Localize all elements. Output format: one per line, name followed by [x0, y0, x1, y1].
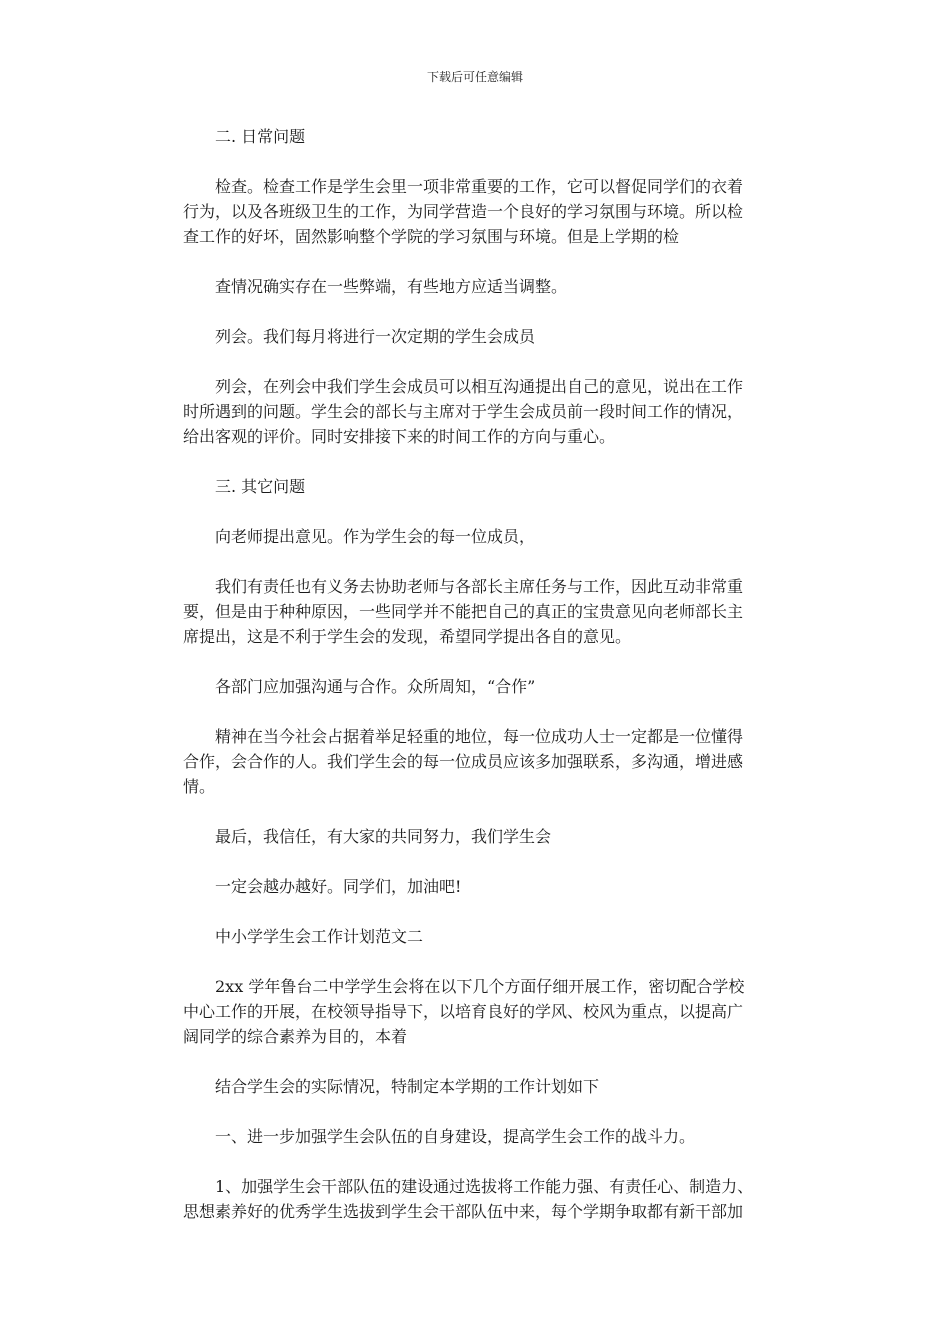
text-line: 阔同学的综合素养为目的，本着 [183, 1027, 408, 1046]
section-heading-sample-two [183, 924, 775, 949]
text-line: 二. 日常问题 [215, 127, 306, 146]
text-line: 席提出，这是不利于学生会的发现，希望同学提出各自的意见。 [183, 627, 632, 646]
text-line: 情。 [183, 777, 216, 796]
paragraph-inspection [183, 174, 775, 249]
text-line: 检查。检查工作是学生会里一项非常重要的工作，它可以督促同学们的衣着 [215, 177, 744, 196]
text-line: 1、加强学生会干部队伍的建设通过选拔将工作能力强、有责任心、制造力、 [215, 1177, 754, 1196]
paragraph-responsibility [183, 574, 775, 649]
paragraph-intro-plan [183, 974, 775, 1049]
paragraph-item-one [183, 1174, 775, 1224]
text-line: 查工作的好坏，固然影响整个学院的学习氛围与环境。但是上学期的检 [183, 227, 680, 246]
page-header: 下载后可任意编辑 [426, 70, 523, 84]
paragraph-inspection-continued [183, 274, 775, 299]
paragraph-cooperation [183, 674, 775, 699]
document-body [183, 124, 775, 1249]
text-line: 查情况确实存在一些弊端，有些地方应适当调整。 [215, 277, 568, 296]
text-line: 结合学生会的实际情况，特制定本学期的工作计划如下 [215, 1077, 600, 1096]
text-line: 一、进一步加强学生会队伍的自身建设，提高学生会工作的战斗力。 [215, 1127, 696, 1146]
paragraph-meeting-details [183, 374, 775, 449]
text-line: 列会。我们每月将进行一次定期的学生会成员 [215, 327, 536, 346]
text-line: 一定会越办越好。同学们，加油吧! [215, 877, 462, 896]
paragraph-encouragement [183, 874, 775, 899]
text-line: 给出客观的评价。同时安排接下来的时间工作的方向与重心。 [183, 427, 616, 446]
text-line: 我们有责任也有义务去协助老师与各部长主席任务与工作，因此互动非常重 [215, 577, 744, 596]
text-line: 最后，我信任，有大家的共同努力，我们学生会 [215, 827, 552, 846]
paragraph-meeting [183, 324, 775, 349]
paragraph-suggestions [183, 524, 775, 549]
paragraph-finally [183, 824, 775, 849]
paragraph-cooperation-spirit [183, 724, 775, 799]
paragraph-plan-lead [183, 1074, 775, 1099]
section-heading-one [183, 1124, 775, 1149]
text-line: 各部门应加强沟通与合作。众所周知，“合作” [215, 677, 536, 696]
text-line: 向老师提出意见。作为学生会的每一位成员， [215, 527, 536, 546]
text-line: 合作，会合作的人。我们学生会的每一位成员应该多加强联系，多沟通，增进感 [183, 752, 744, 771]
text-line: 行为，以及各班级卫生的工作，为同学营造一个良好的学习氛围与环境。所以检 [183, 202, 744, 221]
text-line: 思想素养好的优秀学生选拔到学生会干部队伍中来，每个学期争取都有新干部加 [183, 1202, 744, 1221]
section-heading-daily-issues [183, 124, 775, 149]
text-line: 中小学学生会工作计划范文二 [215, 927, 424, 946]
text-line: 列会，在列会中我们学生会成员可以相互沟通提出自己的意见，说出在工作 [215, 377, 744, 396]
text-line: 中心工作的开展，在校领导指导下，以培育良好的学风、校风为重点，以提高广 [183, 1002, 744, 1021]
text-line: 2xx 学年鲁台二中学学生会将在以下几个方面仔细开展工作，密切配合学校 [215, 977, 745, 996]
text-line: 要，但是由于种种原因，一些同学并不能把自己的真正的宝贵意见向老师部长主 [183, 602, 744, 621]
section-heading-other-issues [183, 474, 775, 499]
text-line: 时所遇到的问题。学生会的部长与主席对于学生会成员前一段时间工作的情况， [183, 402, 744, 421]
text-line: 三. 其它问题 [215, 477, 306, 496]
text-line: 精神在当今社会占据着举足轻重的地位，每一位成功人士一定都是一位懂得 [215, 727, 744, 746]
